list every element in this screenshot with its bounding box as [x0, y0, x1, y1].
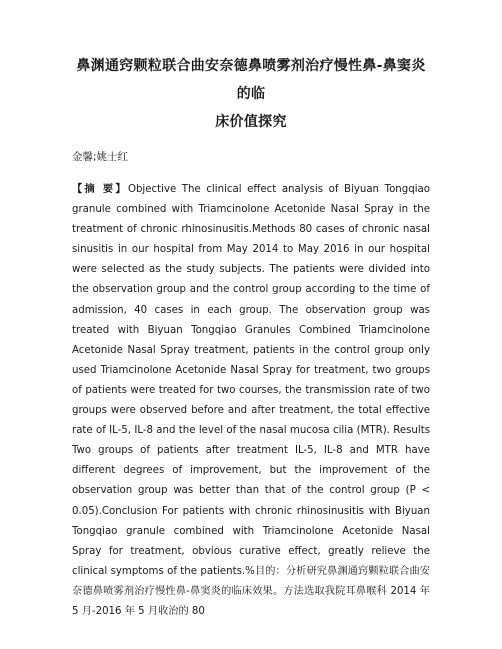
paper-title [72, 0, 430, 136]
abstract [72, 180, 430, 622]
paper-authors: 金馨;姚士红 [72, 151, 129, 163]
abstract-label: 【摘 要】 [72, 184, 128, 195]
paper-title-line-1: 鼻渊通窍颗粒联合曲安奈德鼻喷雾剂治疗慢性鼻-鼻窦炎的临 [76, 58, 426, 102]
paper-title-line-2: 床价值探究 [215, 114, 287, 130]
abstract-text: Objective The clinical effect analysis of Biyuan Tongqiao granule combined with Triamcinolone Acetonide Nasal Spray in the treatment of chronic rhinosinusitis.Methods 80 cases of chronic nasal sinusitis in our hospital from May 2014 to May 2016 in our hospital were selected as the study subjects. The patients were divided into the observation group and the control group according to the time of admission, 40 cases in each group. The observation group was treated with Biyuan Tongqiao Granules Combined Triamcinolone Acetonide Nasal Spray treatment, patients in the control group only used Triamcinolone Acetonide Nasal Spray for treatment, two groups of patients were treated for two courses, the transmission rate of two groups were observed before and after treatment, the total effective rate of IL-5, IL-8 and the level of the nasal mucosa cilia (MTR). Results Two groups of patients after treatment IL-5, IL-8 and MTR have different degrees of improvement, but the improvement of the observation group was better than that of the control group (P < 0.05).Conclusion For patients with chronic rhinosinusitis with Biyuan Tongqiao granule combined with Triamcinolone Acetonide Nasal Spray for treatment, obvious curative effect, greatly relieve the clinical symptoms of the patients.%目的：分析研究鼻渊通窍颗粒联合曲安奈德鼻喷雾剂治疗慢性鼻-鼻窦炎的临床效果。方法选取我院耳鼻喉科 2014 年 5 月-2016 年 5 月收治的 80 [72, 184, 431, 617]
